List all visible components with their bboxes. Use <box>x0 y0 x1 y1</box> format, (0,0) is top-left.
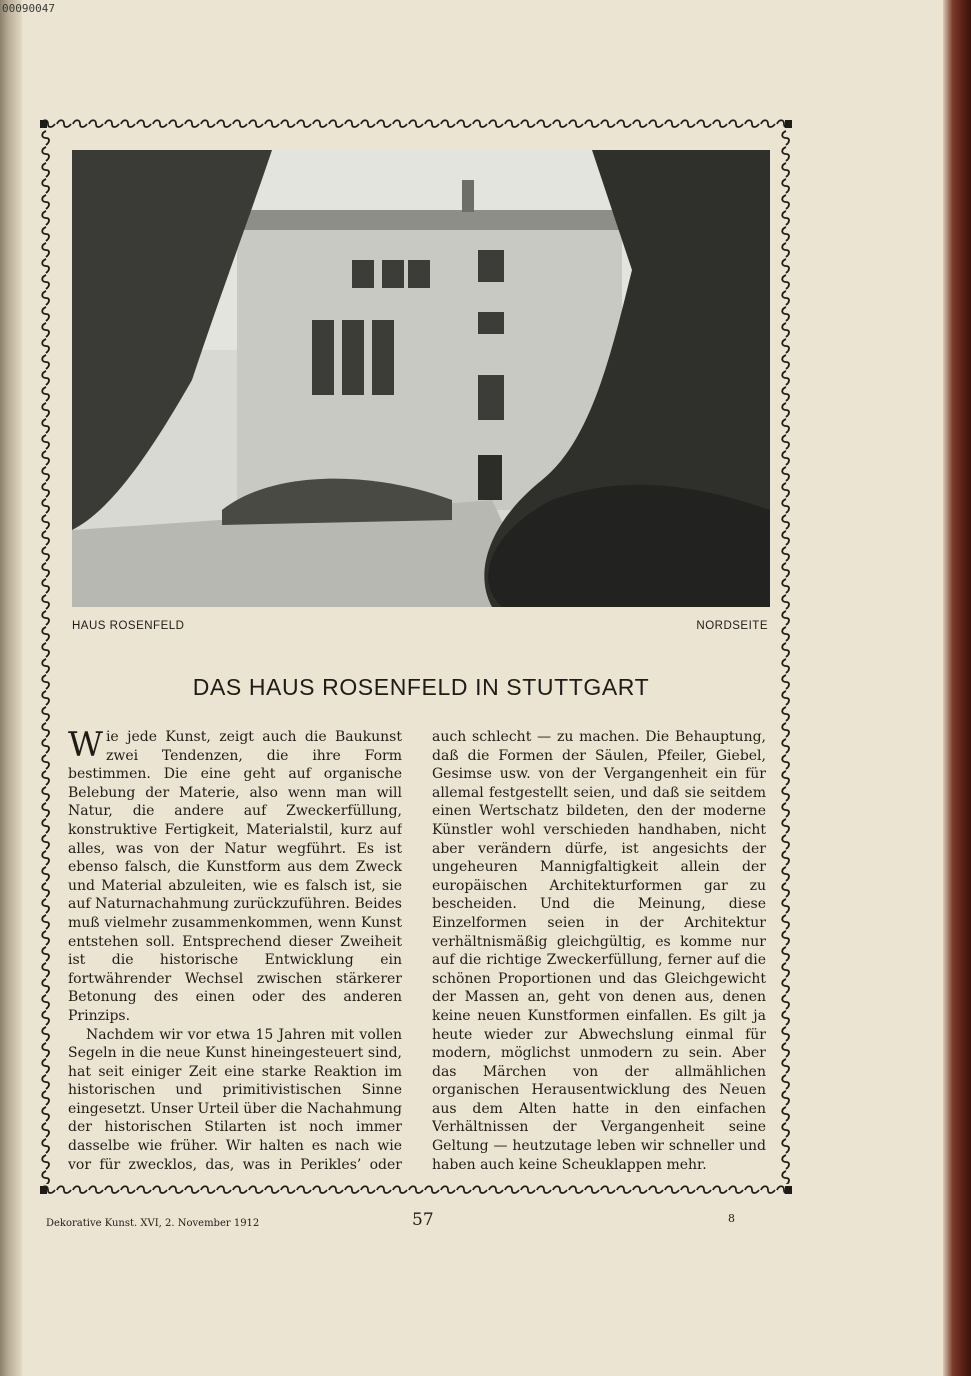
paragraph <box>432 1174 766 1176</box>
frame-border-left <box>40 130 52 1184</box>
drop-cap: W <box>68 728 103 765</box>
photo-caption-left: HAUS ROSENFELD <box>72 620 185 632</box>
paragraph-text: ie jede Kunst, zeigt auch die Baukunst zwei Tendenzen, die ihre Form bestimmen. Die eine geht auf organische Belebung der Materie, also wenn man will Natur, die andere auf Zweckerfüllung, konstruktive Fertigkeit, Materialstil, kurz auf alles, was von der Natur wegführt. Es ist ebenso falsch, die Kunstform aus dem Zweck und Material abzuleiten, wie es falsch ist, sie auf Naturnachahmung zurückzuführen. Beides muß vielmehr zusammenkommen, wenn Kunst entstehen soll. Entsprechend dieser Zweiheit ist die historische Entwicklung ein fortwährender Wechsel zwischen stärkerer Betonung des einen oder des anderen Prinzips. <box>68 729 402 1024</box>
house-photograph <box>72 150 770 607</box>
text-column-left <box>68 728 402 1176</box>
journal-reference: Dekorative Kunst. XVI, 2. November 1912 <box>46 1218 260 1229</box>
article-title: DAS HAUS ROSENFELD IN STUTTGART <box>192 674 650 700</box>
photo-caption-right: NORDSEITE <box>696 620 768 632</box>
signature-mark: 8 <box>728 1212 735 1225</box>
paragraph: auch schlecht — zu machen. Die Behauptung, daß die Formen der Säulen, Pfeiler, Giebel, Gesimse usw. von der Vergangenheit ein für allemal festgestellt seien, und daß sie seitdem einen Wertschatz bildeten, den der moderne Künstler wohl verschieden handhaben, nicht aber verändern dürfe, ist angesichts der ungeheuren Mannigfaltigkeit allein der europäischen Architekturformen gar zu bescheiden. Und die Meinung, diese Einzelformen seien in der Architektur verhältnismäßig gleichgültig, es komme nur auf die richtige Zweckerfüllung, ferner auf die schönen Proportionen und das Gleichgewicht der Massen an, geht von denen aus, denen keine neuen Kunstformen einfallen. Es gilt ja heute wieder zur Abwechslung einmal für modern, möglichst unmodern zu sein. Aber das Märchen von der allmählichen organischen Herausentwicklung des Neuen aus dem Alten hatte in den einfachen Verhältnissen der Vergangenheit seine Geltung — heutzutage leben wir schneller und haben auch keine Scheuklappen mehr. <box>432 729 766 1173</box>
text-column-right <box>432 728 766 1176</box>
page-number: 57 <box>412 1210 434 1230</box>
frame-border-top <box>40 118 792 130</box>
scan-id: 00090047 <box>2 2 55 15</box>
paragraph-text <box>450 1175 523 1176</box>
frame-border-bottom <box>40 1184 792 1196</box>
paragraph: Nachdem wir vor etwa 15 Jahren mit vollen Segeln in die neue Kunst hineingesteuert sind, hat seit einiger Zeit eine starke Reaktion im historischen und primitivistischen Sinne eingesetzt. Unser Urteil über die Nachahmung der historischen Stilarten ist noch immer dasselbe wie früher. Wir halten es nach wie vor für zwecklos, das, was in Perikles’ oder <box>68 1026 402 1173</box>
book-gutter <box>0 0 22 1376</box>
book-cover-edge <box>943 0 971 1376</box>
emphasized-word <box>528 1175 659 1176</box>
frame-border-right <box>780 130 792 1184</box>
paragraph <box>68 728 402 1026</box>
